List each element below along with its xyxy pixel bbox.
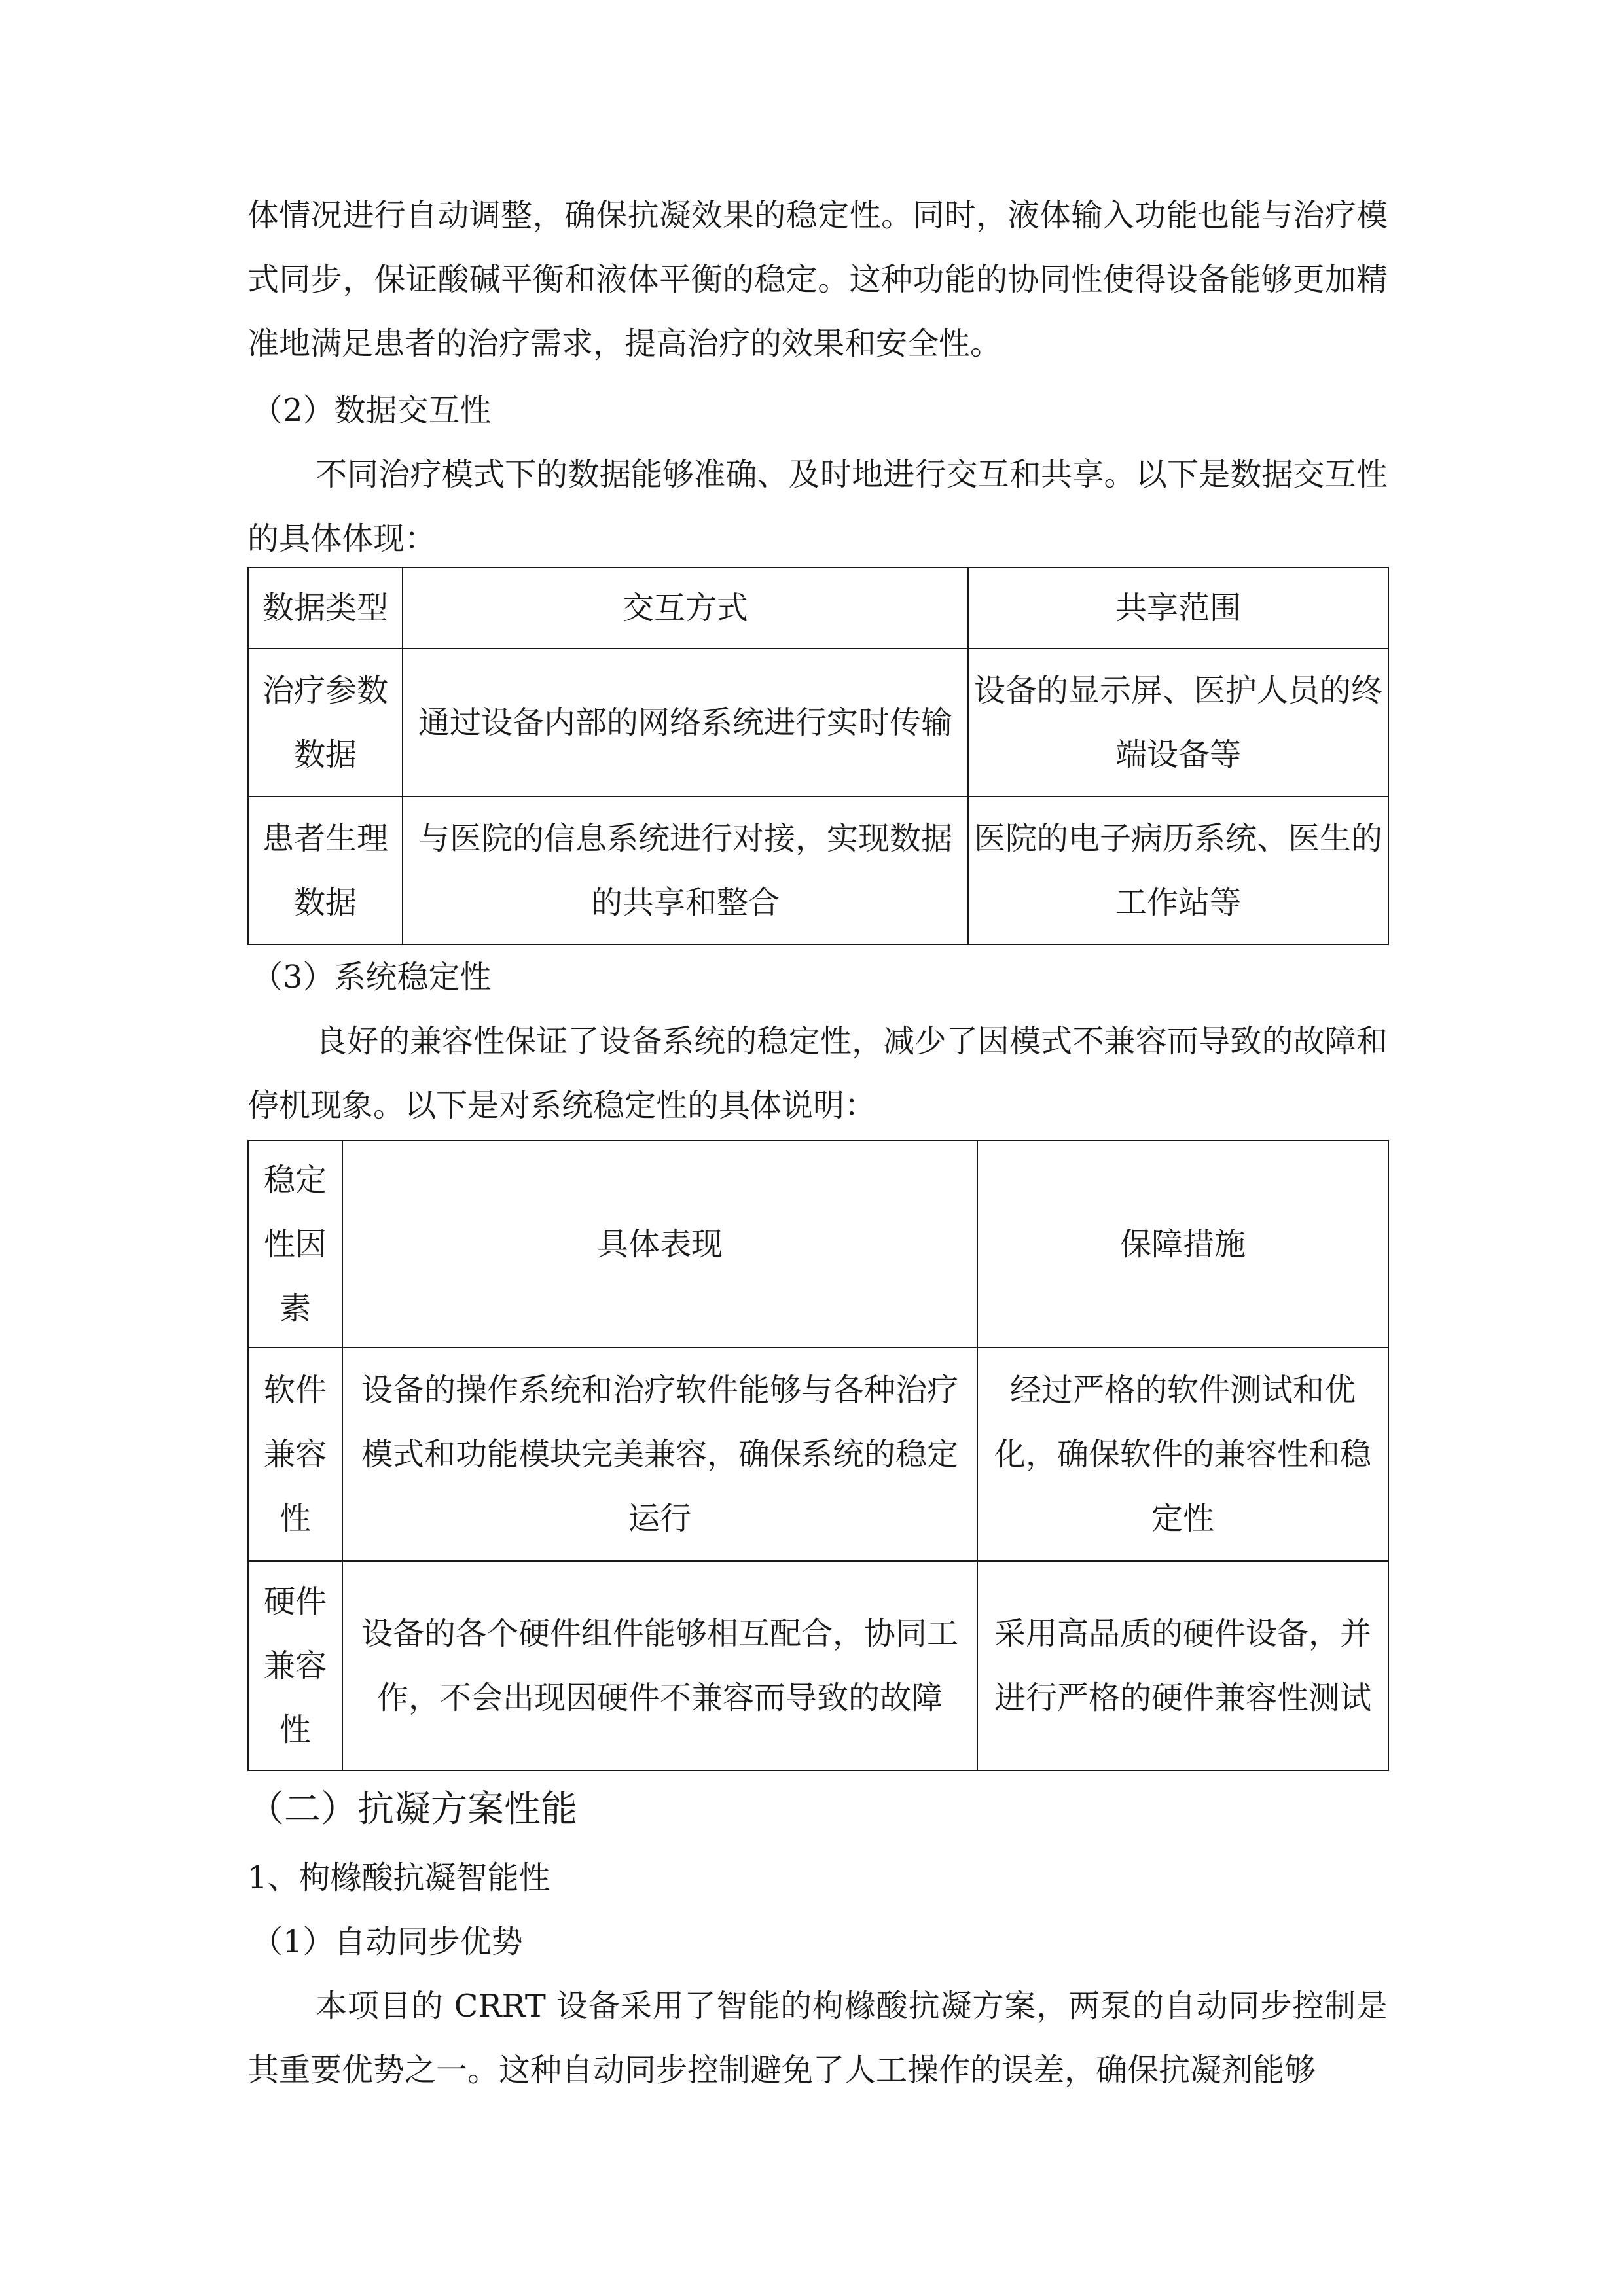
auto-sync-heading: （1）自动同步优势	[251, 1924, 523, 1960]
table-cell: 治疗参数数据	[248, 649, 403, 797]
table-row	[248, 1348, 1388, 1561]
document-page	[247, 183, 1388, 2102]
table-cell: 患者生理数据	[248, 797, 403, 944]
intro-paragraph: 体情况进行自动调整，确保抗凝效果的稳定性。同时，液体输入功能也能与治疗模式同步，保证酸碱平衡和液体平衡的稳定。这种功能的协同性使得设备能够更加精准地满足患者的治疗需求，提高治疗的效果和安全性。	[247, 197, 1388, 362]
auto-sync-paragraph: 本项目的 CRRT 设备采用了智能的枸橼酸抗凝方案，两泵的自动同步控制是其重要优势之一。这种自动同步控制避免了人工操作的误差，确保抗凝剂能够	[247, 1988, 1388, 2089]
table-header-row	[248, 567, 1388, 649]
header-cell: 稳定性因素	[248, 1141, 342, 1348]
section-title: （二）抗凝方案性能	[247, 1788, 577, 1831]
data-interaction-intro: 不同治疗模式下的数据能够准确、及时地进行交互和共享。以下是数据交互性的具体体现：	[247, 456, 1388, 557]
table-cell: 采用高品质的硬件设备，并进行严格的硬件兼容性测试	[977, 1561, 1388, 1770]
table-row	[248, 649, 1388, 797]
subsection-title: 1、枸橼酸抗凝智能性	[247, 1859, 550, 1896]
header-cell: 具体表现	[342, 1141, 977, 1348]
table-cell: 设备的显示屏、医护人员的终端设备等	[968, 649, 1388, 797]
system-stability-table	[247, 1140, 1389, 1771]
table-cell: 软件兼容性	[248, 1348, 342, 1561]
header-cell: 交互方式	[403, 567, 968, 649]
table-row	[248, 797, 1388, 944]
data-interaction-heading: （2）数据交互性	[251, 392, 492, 429]
table-cell: 硬件兼容性	[248, 1561, 342, 1770]
table-row	[248, 1561, 1388, 1770]
table-cell: 通过设备内部的网络系统进行实时传输	[403, 649, 968, 797]
table-cell: 设备的各个硬件组件能够相互配合，协同工作，不会出现因硬件不兼容而导致的故障	[342, 1561, 977, 1770]
table-cell: 医院的电子病历系统、医生的工作站等	[968, 797, 1388, 944]
header-cell: 数据类型	[248, 567, 403, 649]
data-interaction-table	[247, 567, 1389, 945]
header-cell: 保障措施	[977, 1141, 1388, 1348]
system-stability-intro: 良好的兼容性保证了设备系统的稳定性，减少了因模式不兼容而导致的故障和停机现象。以下是对系统稳定性的具体说明：	[247, 1023, 1388, 1124]
system-stability-heading: （3）系统稳定性	[251, 959, 492, 996]
header-cell: 共享范围	[968, 567, 1388, 649]
table-cell: 设备的操作系统和治疗软件能够与各种治疗模式和功能模块完美兼容，确保系统的稳定运行	[342, 1348, 977, 1561]
table-cell: 与医院的信息系统进行对接，实现数据的共享和整合	[403, 797, 968, 944]
table-cell: 经过严格的软件测试和优化，确保软件的兼容性和稳定性	[977, 1348, 1388, 1561]
table-header-row	[248, 1141, 1388, 1348]
